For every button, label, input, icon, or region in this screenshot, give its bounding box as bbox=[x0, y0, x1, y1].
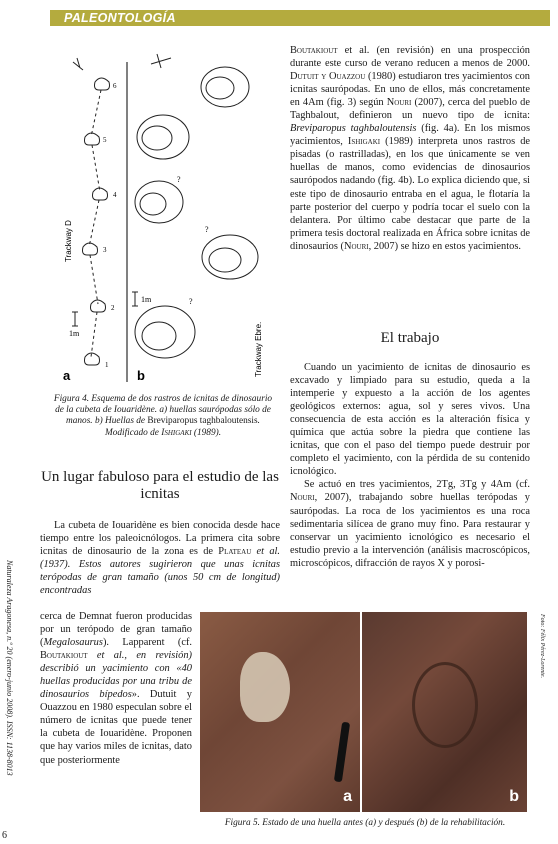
page-number: 6 bbox=[2, 830, 7, 841]
species: Megalosaurus bbox=[43, 637, 103, 649]
left-narrow-column-text bbox=[40, 610, 192, 767]
figure-4-diagram bbox=[55, 42, 273, 392]
text: , 2007), trabajando sobre huellas terópodas y saurópodas. La roca de los yacimientos es una roca sedimentaria silícea de grano muy fino. Para restaurar y conservar un yacimiento icnológico es necesario el estudio previo a la intervención (análisis macroscópicos, microscópicos, difracción de rayos X y porosi- bbox=[290, 492, 530, 569]
credit-text: Foto: Félix Pérez-Lorente. bbox=[539, 614, 545, 679]
paragraph bbox=[290, 44, 530, 253]
ref: Nouri bbox=[343, 240, 369, 252]
text: et al., en revisión) describió un yacimiento con « bbox=[40, 650, 192, 675]
text: et al. (en revisión) en una prospección durante este curso de verano reducen a menos de 2000. bbox=[290, 45, 530, 70]
text: (1980) estudiaron tres yacimientos con icnitas saurópodas. En uno de ellos, más concretamente en 4Am (fig. 3) según bbox=[290, 71, 530, 109]
journal-name: Naturaleza Aragonesa bbox=[5, 560, 14, 633]
caption-text-end: . Modificado de bbox=[104, 416, 260, 438]
paragraph bbox=[290, 478, 530, 569]
caption-species: Breviparopus taghbaloutensis bbox=[147, 416, 258, 427]
ref: Nouri bbox=[290, 492, 315, 504]
section-title: PALEONTOLOGÍA bbox=[64, 11, 176, 25]
species: Breviparopus taghbaloutensis bbox=[290, 123, 417, 135]
journal-sidebar bbox=[2, 560, 14, 800]
text: (1989) interpreta unos rastros de pisadas (o rastrilladas), en los que únicamente se ven huellas de manos, como evidencias de dinosaurios saurópodos nadando (fig. 4b). Lo explica diciendo que, si este tipo de dinosaurio entraba en el agua, le flotaría la parte posterior del cuerpo y podría tocar el suelo con la delantera. Por último cabe destacar que parte de la primera tesis doctoral realizada en África sobre icnitas de dinosaurios ( bbox=[290, 136, 530, 252]
question-3: ? bbox=[189, 297, 193, 306]
trackway-d-label: Trackway D bbox=[64, 220, 73, 262]
ref: Boutakiout bbox=[290, 45, 338, 56]
question-1: ? bbox=[177, 175, 181, 184]
right-heading: El trabajo bbox=[380, 330, 440, 346]
text: cerca de Demnat fueron producidas por un terópodo de gran tamaño ( bbox=[40, 611, 192, 649]
scale-label-b: 1m bbox=[141, 295, 152, 304]
question-2: ? bbox=[205, 225, 209, 234]
footprint-after bbox=[412, 662, 478, 748]
figure-4-caption bbox=[52, 394, 274, 439]
label-b: b bbox=[137, 368, 145, 383]
ref: Plateau bbox=[218, 546, 252, 558]
figure-5-caption: Figura 5. Estado de una huella antes (a) y después (b) de la rehabilitación. bbox=[224, 818, 506, 828]
trackway-ebre-label: Trackway Ebre. bbox=[254, 321, 263, 377]
num-2: 2 bbox=[111, 304, 115, 312]
photo-label-b: b bbox=[509, 788, 519, 805]
num-5: 5 bbox=[103, 136, 107, 144]
paragraph bbox=[40, 519, 280, 597]
num-1: 1 bbox=[105, 361, 109, 369]
num-4: 4 bbox=[113, 191, 117, 199]
text: Se actuó en tres yacimientos, 2Tg, 3Tg y 4Am (cf. bbox=[304, 479, 530, 491]
text: et al. (1937). Estos autores sugirieron que unas icnitas terópodas de gran tamaño (unos 50 cm de longitud) encontradas bbox=[40, 546, 281, 597]
caption-ref: Ishigaki (1989). bbox=[161, 427, 222, 438]
text: ). Lapparent (cf. bbox=[102, 637, 192, 649]
num-3: 3 bbox=[103, 246, 107, 254]
photo-label-a: a bbox=[343, 788, 352, 805]
photo-credit bbox=[535, 614, 545, 814]
left-column-text bbox=[40, 519, 280, 597]
left-heading: Un lugar fabuloso para el estudio de las icnitas bbox=[41, 469, 279, 502]
text: (fig. 4a). En los mismos yacimientos, bbox=[290, 123, 530, 148]
text: , 2007) se hizo en estos yacimientos. bbox=[368, 240, 521, 252]
section-header-bar bbox=[50, 10, 550, 26]
footprint-before bbox=[240, 652, 290, 722]
right-column-text-2 bbox=[290, 361, 530, 570]
text: ». Dutuit y Ouazzou en 1980 especulan sobre el número de icnitas que puede tener la cubeta de Iouaridène. Proponen que hay varios miles de icnitas, dato que posteriormente bbox=[40, 689, 192, 766]
ref: Boutakiout bbox=[40, 650, 88, 662]
trackway-a bbox=[72, 58, 110, 365]
pen-scale bbox=[334, 722, 350, 783]
figure-5-photo-a bbox=[200, 612, 360, 812]
text: La cubeta de Iouaridène es bien conocida desde hace tiempo entre los paleoicnólogos. La primera cita sobre icnitas de dinosaurio de la zona es de bbox=[40, 520, 280, 558]
trackway-b bbox=[132, 54, 258, 358]
paragraph: Cuando un yacimiento de icnitas de dinosaurio es excavado y limpiado para su estudio, queda a la intemperie y expuesto a la acción de los agentes geológicos externos: agua, sol y seres vivos. Una consecuencia de esta acción es la alteración física y química que actúa sobre la piedra que contiene las icnitas, que con el paso del tiempo puede destruir por completo el yacimiento, con la pérdida de su contenido icnológico. bbox=[290, 362, 530, 478]
ref: Ishigaki bbox=[347, 136, 381, 148]
figure-5-photo-b bbox=[362, 612, 527, 812]
journal-issue: , n.º 20 (enero-junio 2008). ISSN: 1138-8013 bbox=[5, 632, 14, 776]
scale-label-a: 1m bbox=[69, 329, 80, 338]
right-column-text bbox=[290, 44, 530, 253]
text: (2007), cerca del pueblo de Taghbalout, definieron un nuevo tipo de icnita: bbox=[290, 97, 530, 122]
quote: 40 huellas producidas por una tribu de dinosaurios bípedos bbox=[40, 663, 192, 701]
label-a: a bbox=[63, 368, 71, 383]
paragraph bbox=[40, 610, 192, 767]
caption-text: Figura 4. Esquema de dos rastros de icnitas de dinosaurio de la cubeta de Iouaridène. a) huellas saurópodas sólo de manos. b) Huellas de bbox=[53, 394, 273, 427]
ref: Dutuit y Ouazzou bbox=[290, 71, 366, 83]
ref: Nouri bbox=[386, 97, 412, 109]
num-6: 6 bbox=[113, 82, 117, 90]
